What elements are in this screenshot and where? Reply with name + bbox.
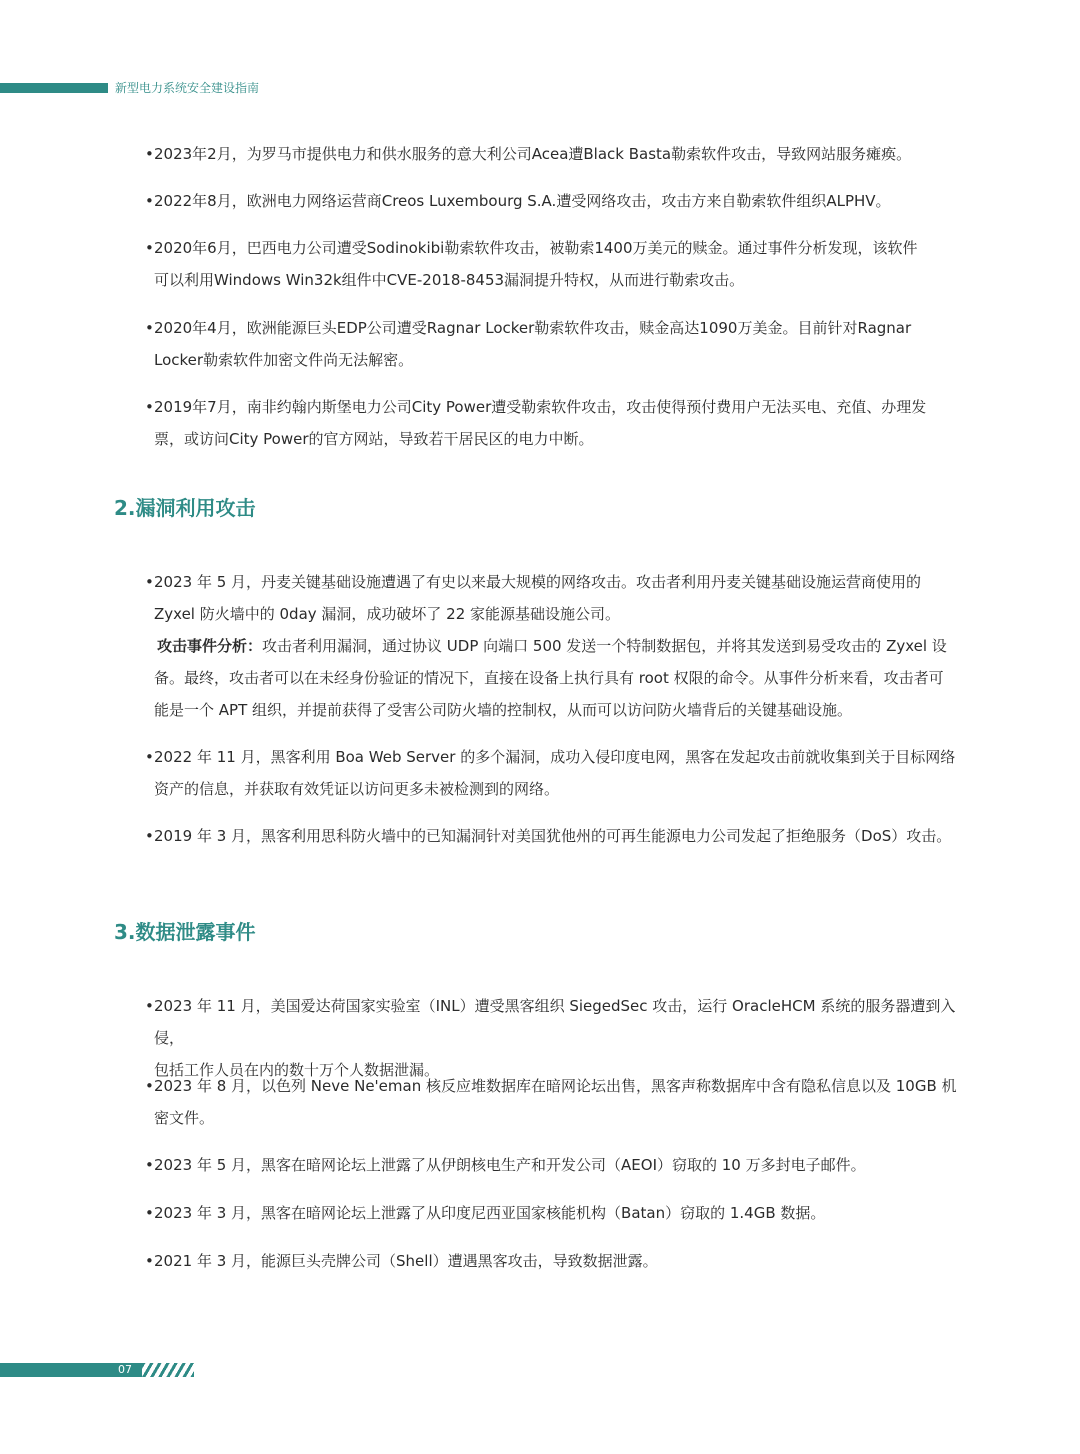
bullet: • <box>145 1156 154 1174</box>
item-line: 2020年4月，欧洲能源巨头EDP公司遭受Ragnar Locker勒索软件攻击，赎金高达1090万美金。目前针对Ragnar <box>154 319 912 337</box>
item-line: 2019年7月，南非约翰内斯堡电力公司City Power遭受勒索软件攻击，攻击使得预付费用户无法买电、充值、办理发 <box>154 398 927 416</box>
bullet: • <box>145 573 154 591</box>
bullet: • <box>145 398 154 416</box>
list-item <box>145 312 975 376</box>
section-heading: 3.数据泄露事件 <box>114 920 256 944</box>
item-line: 2020年6月，巴西电力公司遭受Sodinokibi勒索软件攻击，被勒索1400万美元的赎金。通过事件分析发现，该软件 <box>154 239 918 257</box>
header-accent-bar <box>0 83 108 93</box>
list-item <box>145 566 975 726</box>
bullet: • <box>145 1252 154 1270</box>
item-line: 2023年2月，为罗马市提供电力和供水服务的意大利公司Acea遭Black Basta勒索软件攻击，导致网站服务瘫痪。 <box>154 145 912 163</box>
analysis-paragraph <box>154 630 975 662</box>
item-line: 2023 年 3 月，黑客在暗网论坛上泄露了从印度尼西亚国家核能机构（Batan）窃取的 1.4GB 数据。 <box>154 1204 826 1222</box>
page-number: 07 <box>118 1363 132 1376</box>
item-line: 2023 年 8 月，以色列 Neve Ne'eman 核反应堆数据库在暗网论坛出售，黑客声称数据库中含有隐私信息以及 10GB 机 <box>154 1077 957 1095</box>
list-item <box>145 391 975 455</box>
item-line: 资产的信息，并获取有效凭证以访问更多未被检测到的网络。 <box>154 780 560 798</box>
list-item <box>145 232 975 296</box>
list-item <box>145 1197 975 1229</box>
list-item <box>145 1149 975 1181</box>
item-line: 2019 年 3 月，黑客利用思科防火墙中的已知漏洞针对美国犹他州的可再生能源电力公司发起了拒绝服务（DoS）攻击。 <box>154 827 952 845</box>
bullet: • <box>145 997 154 1015</box>
item-line: 2023 年 5 月，黑客在暗网论坛上泄露了从伊朗核电生产和开发公司（AEOI）窃取的 10 万多封电子邮件。 <box>154 1156 866 1174</box>
analysis-label: 攻击事件分析： <box>157 637 263 655</box>
list-item <box>145 1245 975 1277</box>
list-item <box>145 741 975 805</box>
item-line: 2023 年 5 月，丹麦关键基础设施遭遇了有史以来最大规模的网络攻击。攻击者利用丹麦关键基础设施运营商使用的 <box>154 573 922 591</box>
analysis-line: 能是一个 APT 组织，并提前获得了受害公司防火墙的控制权，从而可以访问防火墙背后的关键基础设施。 <box>154 701 853 719</box>
list-item <box>145 185 975 217</box>
list-item <box>145 820 975 852</box>
bullet: • <box>145 145 154 163</box>
bullet: • <box>145 1204 154 1222</box>
analysis-line: 备。最终，攻击者可以在未经身份验证的情况下，直接在设备上执行具有 root 权限的命令。从事件分析来看，攻击者可 <box>154 669 944 687</box>
bullet: • <box>145 1077 154 1095</box>
item-line: Zyxel 防火墙中的 0day 漏洞，成功破坏了 22 家能源基础设施公司。 <box>154 605 621 623</box>
bullet: • <box>145 748 154 766</box>
item-line: 票，或访问City Power的官方网站，导致若干居民区的电力中断。 <box>154 430 594 448</box>
footer-stripes <box>142 1363 194 1377</box>
section-heading: 2.漏洞利用攻击 <box>114 496 256 520</box>
analysis-line: 攻击者利用漏洞，通过协议 UDP 向端口 500 发送一个特制数据包，并将其发送到易受攻击的 Zyxel 设 <box>262 637 947 655</box>
bullet: • <box>145 827 154 845</box>
bullet: • <box>145 192 154 210</box>
list-item <box>145 138 975 170</box>
item-line: Locker勒索软件加密文件尚无法解密。 <box>154 351 414 369</box>
item-line: 2022 年 11 月，黑客利用 Boa Web Server 的多个漏洞，成功入侵印度电网，黑客在发起攻击前就收集到关于目标网络 <box>154 748 956 766</box>
list-item <box>145 1070 975 1134</box>
item-line: 可以利用Windows Win32k组件中CVE-2018-8453漏洞提升特权，从而进行勒索攻击。 <box>154 271 745 289</box>
item-line: 包括工作人员在内的数十万个人数据泄漏。 <box>154 1061 440 1079</box>
item-line: 密文件。 <box>154 1109 215 1127</box>
item-line: 2022年8月，欧洲电力网络运营商Creos Luxembourg S.A.遭受网络攻击，攻击方来自勒索软件组织ALPHV。 <box>154 192 891 210</box>
document-title: 新型电力系统安全建设指南 <box>115 81 260 95</box>
bullet: • <box>145 319 154 337</box>
item-line: 2021 年 3 月，能源巨头壳牌公司（Shell）遭遇黑客攻击，导致数据泄露。 <box>154 1252 658 1270</box>
item-line: 2023 年 11 月，美国爱达荷国家实验室（INL）遭受黑客组织 SiegedSec 攻击，运行 OracleHCM 系统的服务器遭到入侵， <box>154 997 956 1047</box>
bullet: • <box>145 239 154 257</box>
